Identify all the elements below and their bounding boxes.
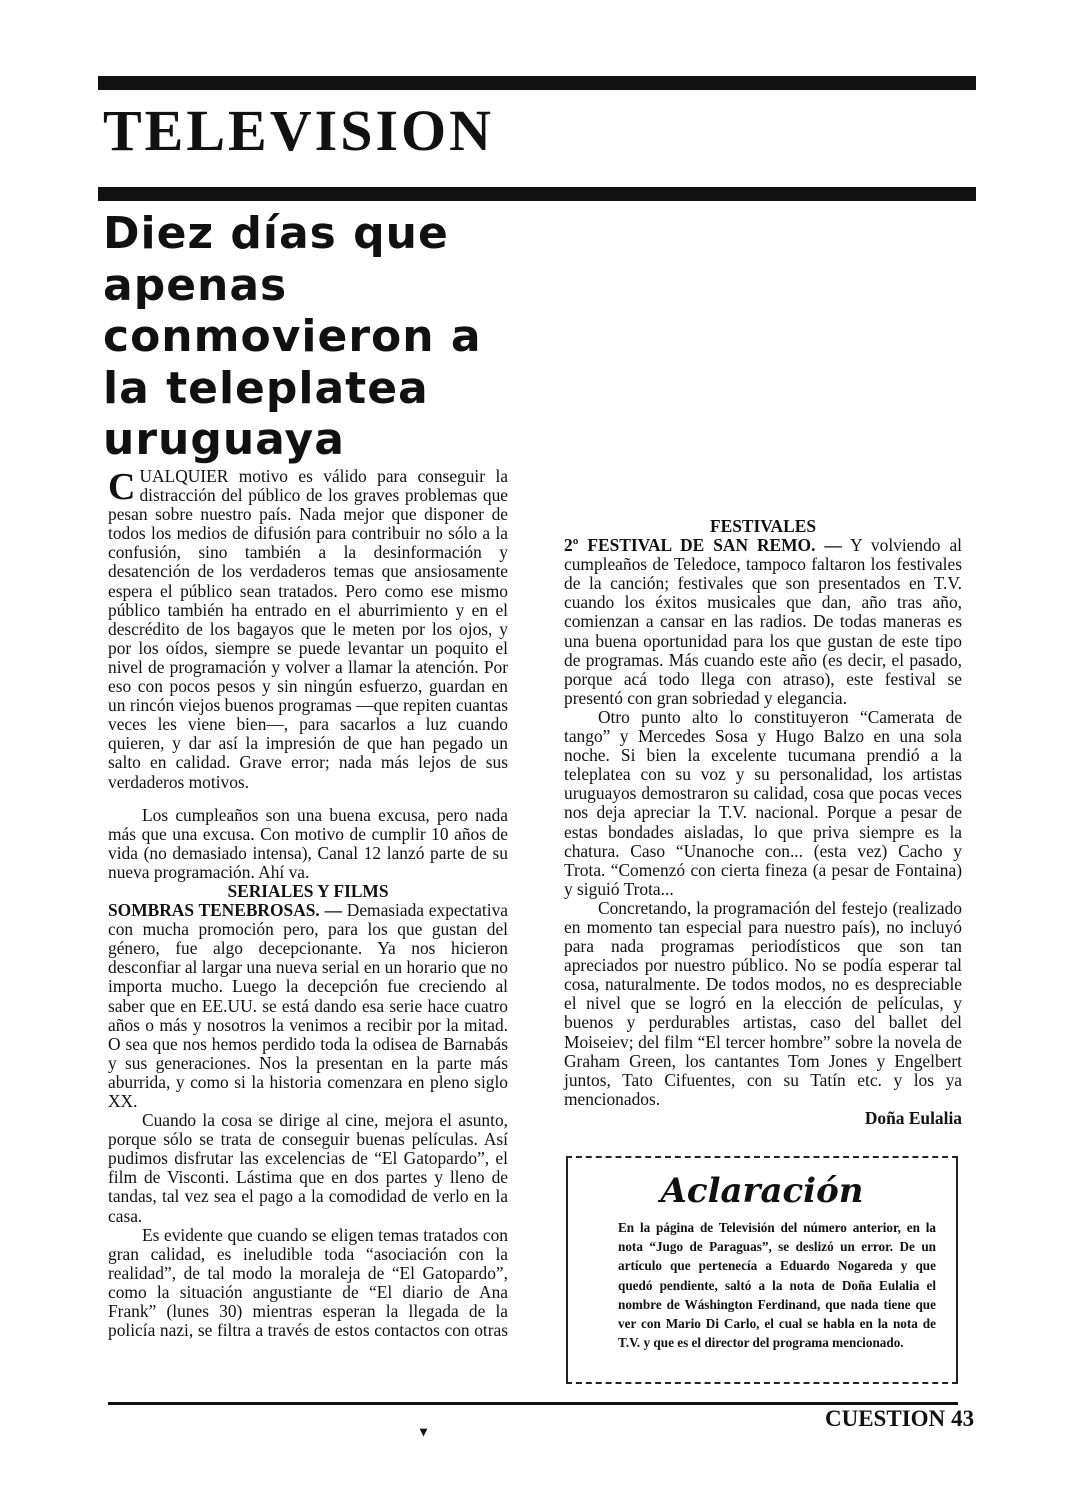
paragraph-text: Y volviendo al cumpleaños de Teledoce, tampoco faltaron los festivales de la canción; festivales que son presentados en T.V. cuando los éxitos musicales que dan, año tras año, comienzan a cansar en las radios. De todas maneras es una buena oportunidad para los que gustan de este tipo de programas. Más cuando este año (es decir, el pasado, porque acá todo llega con atraso), este festival se presentó con gran sobriedad y elegancia.: [564, 535, 962, 708]
paragraph: Concretando, la programación del festejo (realizado en momento tan especial para nuestro país), no incluyó para nada programas periodísticos que son tan apreciados por nuestro público. No se podía esperar tal cosa, naturalmente. De todos modos, no es despreciable el nivel que se logró en la elección de películas, y buenos y perdurables artistas, caso del ballet del Moiseiev; del film “El tercer hombre” sobre la novela de Graham Green, los cantantes Tom Jones y Engelbert juntos, Tato Cifuentes, con su Tatín etc. y los ya mencionados.: [564, 897, 962, 1109]
paragraph: Los cumpleaños son una buena excusa, pero nada más que una excusa. Con motivo de cumplir 10 años de vida (no demasiado intensa), Canal 12 lanzó parte de su nueva programación. Ahí va.: [108, 804, 508, 882]
subheading: FESTIVALES: [709, 516, 816, 536]
subheading: SERIALES Y FILMS: [227, 880, 389, 901]
page-number: 43: [951, 1406, 975, 1431]
clarification-body: En la página de Televisión del número anterior, en la nota “Jugo de Paraguas”, se deslizó un error. De un artículo que pertenecía a Eduardo Nogareda y que quedó pendiente, saltó a la nota de Doña Eulalia el nombre de Wáshington Ferdinand, que nada tiene que ver con Mario Di Carlo, el cual se habla en la nota de T.V. y que es el director del programa mencionado.: [618, 1220, 936, 1351]
paragraph: Otro punto alto lo constituyeron “Camerata de tango” y Mercedes Sosa y Hugo Balzo en una sola noche. Si bien la excelente tucumana prendió a la teleplatea con su voz y su personalidad, los artistas uruguayos demostraron su calidad, cosa que pocas veces nos deja apreciar la T.V. nacional. Porque a pesar de estas bondades aisladas, lo que priva siempre es la chatura. Caso “Unanoche con... (esta vez) Cacho y Trota. “Comenzó con cierta fineza (a pesar de Fontaina) y siguió Trota...: [564, 706, 962, 899]
section-title: TELEVISION: [103, 98, 495, 163]
clarification-title: Aclaración: [660, 1171, 864, 1211]
author-signature: Doña Eulalia: [864, 1107, 962, 1128]
paragraph: Cuando la cosa se dirige al cine, mejora el asunto, porque sólo se trata de conseguir buenas películas. Así pudimos disfrutar las excelencias de “El Gatopardo”, el film de Visconti. Lástima que en dos partes y lleno de tandas, tal vez sea el pago a la comodidad de verlo en la casa.: [108, 1110, 508, 1226]
footer-mark: ▾: [420, 1425, 428, 1440]
title-rule: [98, 187, 976, 201]
run-in-heading: 2º FESTIVAL DE SAN REMO. —: [564, 535, 842, 556]
paragraph: [108, 901, 508, 1111]
bottom-rule: [108, 1402, 958, 1405]
drop-cap: C: [108, 466, 136, 508]
run-in-heading: SOMBRAS TENEBROSAS. —: [108, 900, 342, 921]
top-rule: [98, 76, 976, 90]
footer: [825, 1406, 974, 1432]
paragraph-continued: Es evidente que cuando se eligen temas tratados con gran calidad, es ineludible toda “asociación con la realidad”, de tal modo la moraleja de “El Gatopardo”, como la situación angustiante de “El diario de Ana Frank” (lunes 30) mientras esperan la llegada de la policía nazi, se filtra a través de estos contactos con otras: [108, 1225, 508, 1340]
article-column-right: [564, 215, 962, 1128]
lead-text: UALQUIER motivo es válido para conseguir la distracción del público de los graves problemas que pesan sobre nuestro país. Nada mejor que disponer de todos los medios de difusión para contribuir no sólo a la confusión, sino también a la desinformación y desatención de los verdaderos temas que ansiosamente espera el público sean tratados. Pero como ese mismo público también ha entrado en el aburrimiento y en el descrédito de los bagayos que le meten por los ojos, y por los oídos, siempre se puede levantar un poquito el nivel de programación y volver a llamar la atención. Por eso con pocos pesos y sin ningún esfuerzo, guardan en un rincón viejos buenos programas —que repiten cuantas veces les viene bien—, para sacarlos a luz cuando quieren, y dar así la impresión de que han pegado un salto en calidad. Grave error; nada más lejos de sus verdaderos motivos.: [108, 466, 508, 792]
article-column-left: [108, 467, 508, 1340]
paragraph-text: Demasiada expectativa con mucha promoción pero, para los que gustan del género, fue algo decepcionante. Ya nos hicieron desconfiar al largar una nueva serial en un horario que no importa mucho. Luego la decepción fue creciendo al saber que en EE.UU. se está dando esa serie hace cuatro años o más y nosotros la venimos a recibir por la mitad. O sea que nos hemos perdido toda la odisea de Barnabás y sus generaciones. Nos la presentan en la parte más aburrida, y como si la historia comenzara en pleno siglo XX.: [108, 900, 508, 1111]
article-headline: Diez días que apenas conmovieron a la teleplatea uruguaya: [103, 208, 482, 465]
paragraph: [564, 536, 962, 708]
lead-paragraph: [108, 467, 508, 792]
clarification-box: [566, 1156, 958, 1384]
publication-name: CUESTION: [825, 1406, 946, 1431]
